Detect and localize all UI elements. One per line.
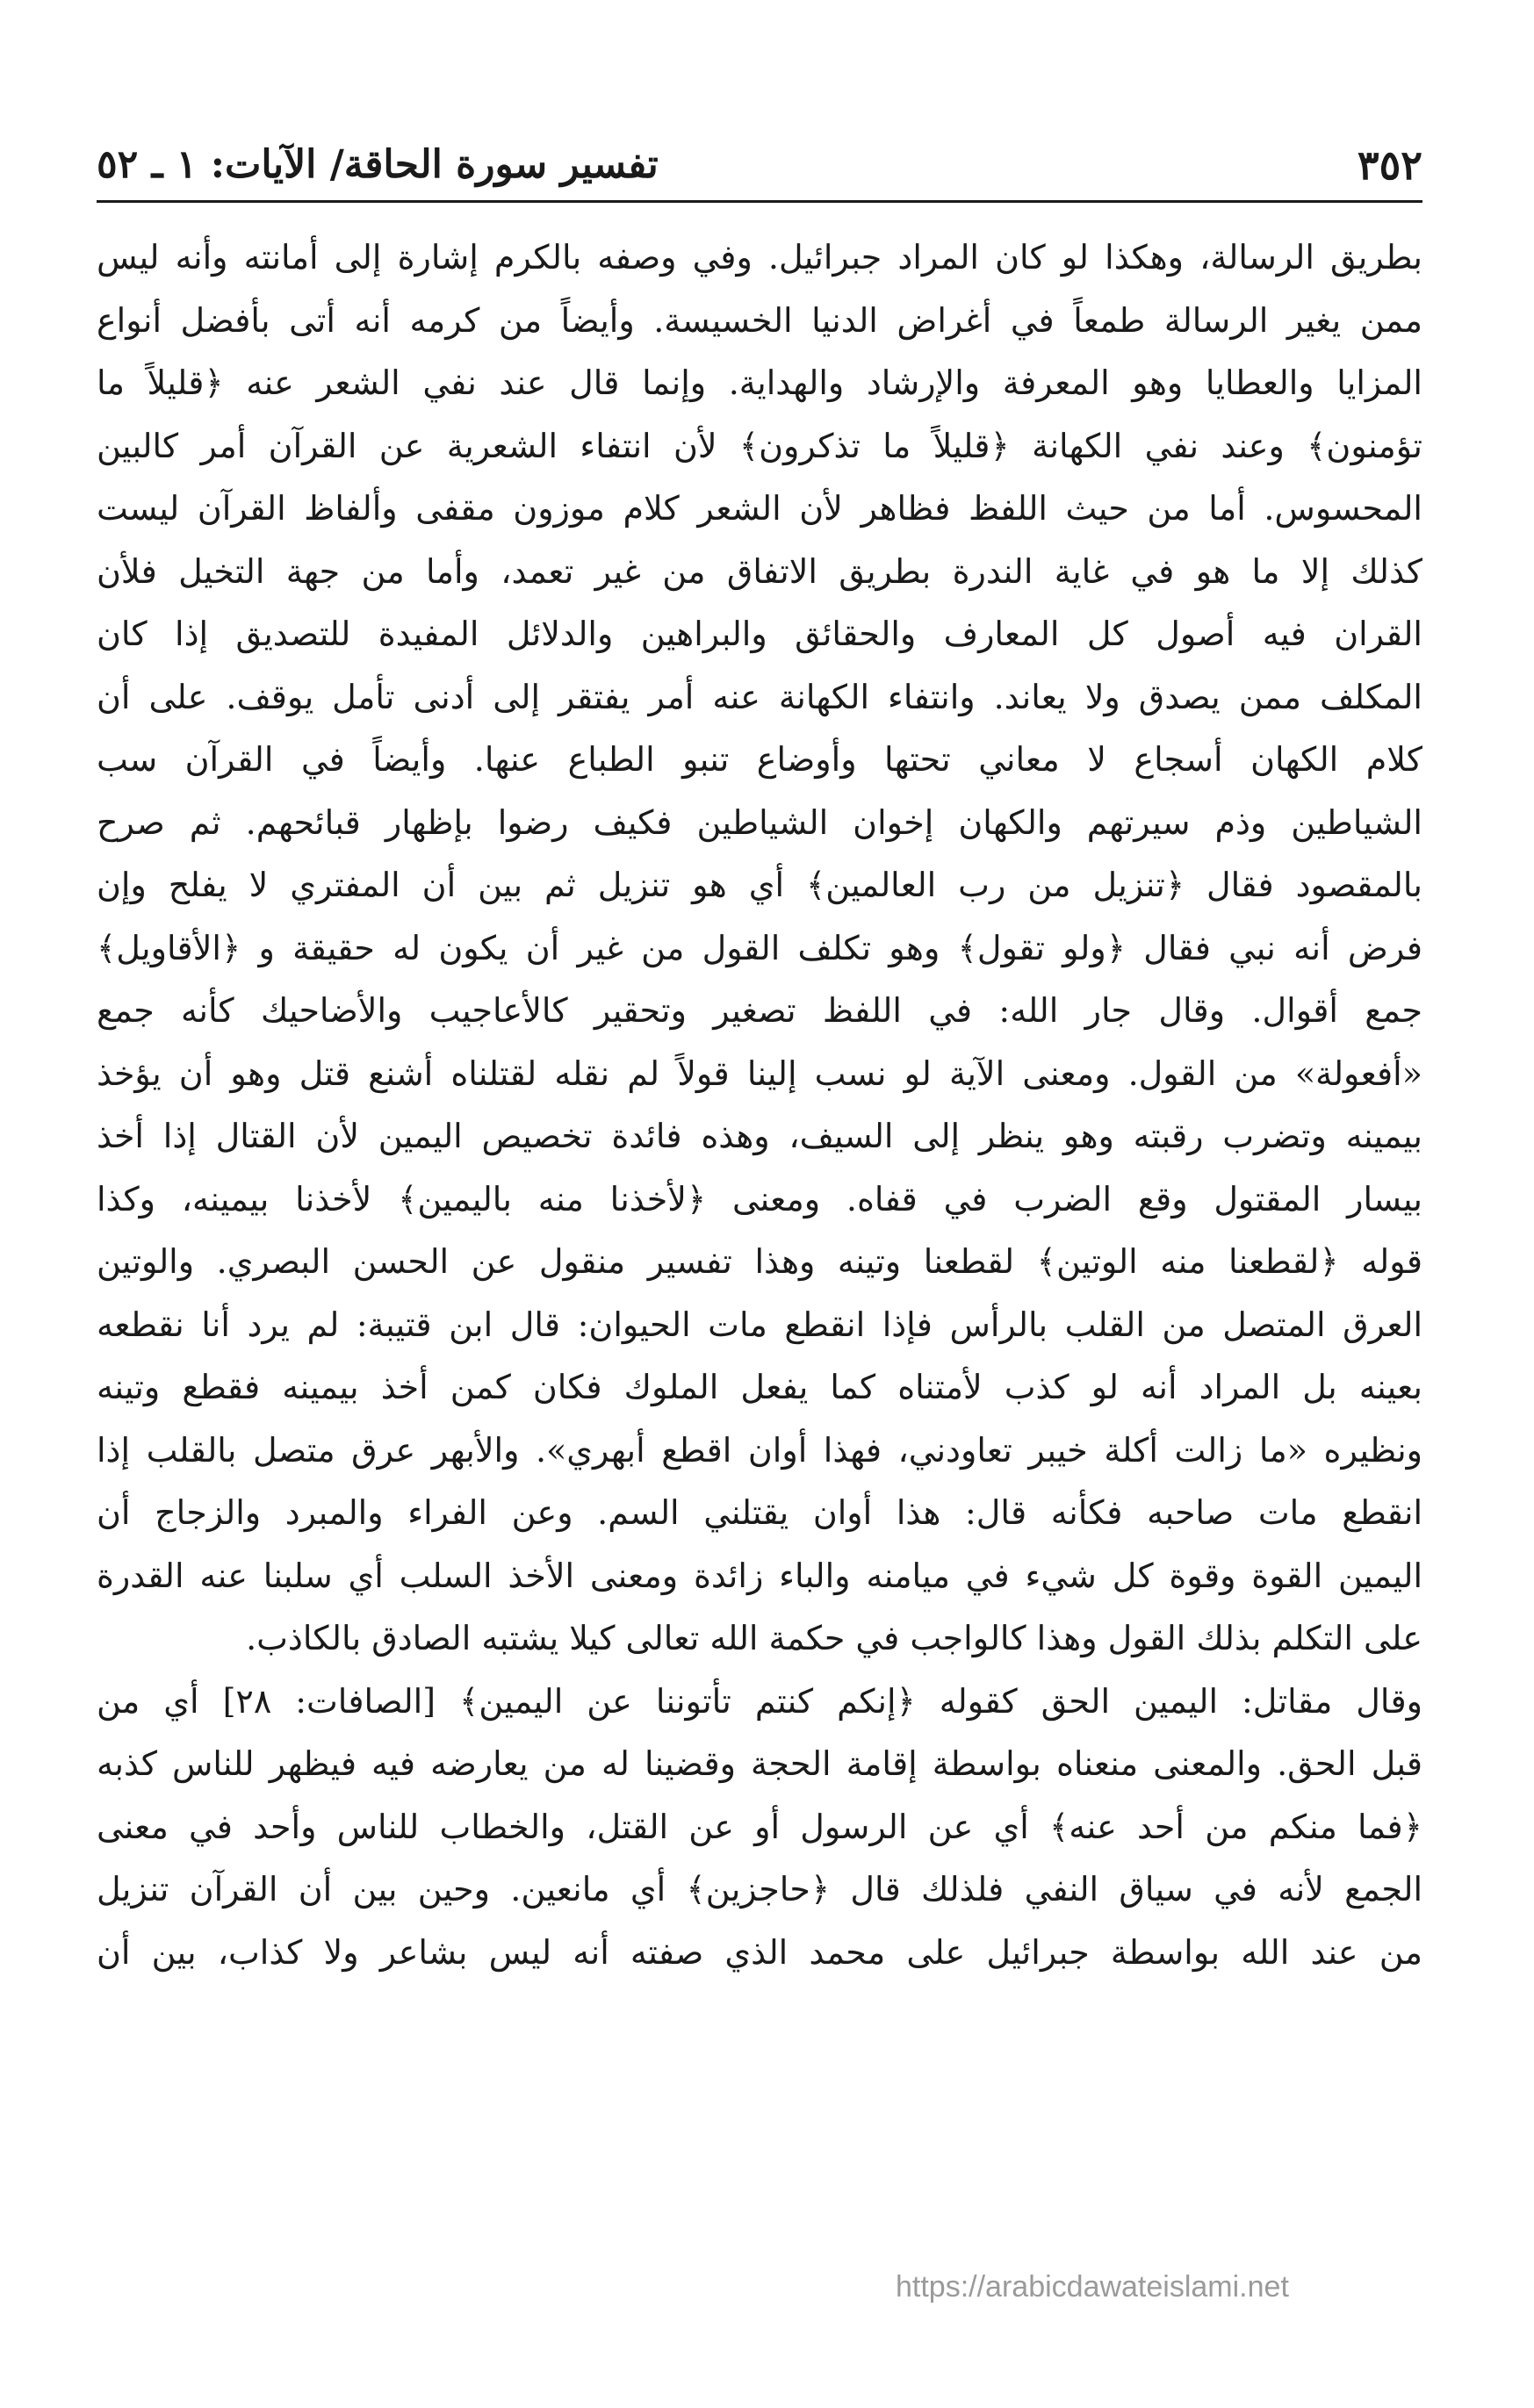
text-line: انقطع مات صاحبه فكأنه قال: هذا أوان يقتلني السم. وعن الفراء والمبرد والزجاج أن — [97, 1493, 1422, 1532]
body-text — [97, 226, 1422, 1984]
text-line: بطريق الرسالة، وهكذا لو كان المراد جبرائيل. وفي وصفه بالكرم إشارة إلى أمانته وأنه ليس — [97, 238, 1422, 277]
text-line: قبل الحق. والمعنى منعناه بواسطة إقامة الحجة وقضينا له من يعارضه فيه فيظهر للناس كذبه — [97, 1744, 1422, 1783]
text-line: المكلف ممن يصدق ولا يعاند. وانتفاء الكهانة عنه أمر يفتقر إلى أدنى تأمل يوقف. على أن — [97, 677, 1422, 716]
text-line: بالمقصود فقال ﴿تنزيل من رب العالمين﴾ أي هو تنزيل ثم بين أن المفتري لا يفلح وإن — [97, 866, 1422, 904]
text-line: فرض أنه نبي فقال ﴿ولو تقول﴾ وهو تكلف القول من غير أن يكون له حقيقة و ﴿الأقاويل﴾ — [97, 928, 1422, 967]
running-title: تفسير سورة الحاقة/ الآيات: ١ ـ ٥٢ — [97, 142, 659, 187]
text-line: جمع أقوال. وقال جار الله: في اللفظ تصغير وتحقير كالأعاجيب والأضاحيك كأنه جمع — [97, 991, 1422, 1030]
text-line: ونظيره «ما زالت أكلة خيبر تعاودني، فهذا أوان اقطع أبهري». والأبهر عرق متصل بالقلب إذا — [97, 1430, 1422, 1470]
page-number: ٣٥٢ — [1357, 141, 1422, 189]
text-line: قوله ﴿لقطعنا منه الوتين﴾ لقطعنا وتينه وهذا تفسير منقول عن الحسن البصري. والوتين — [97, 1242, 1422, 1281]
text-line: على التكلم بذلك القول وهذا كالواجب في حكمة الله تعالى كيلا يشتبه الصادق بالكاذب. — [246, 1619, 1422, 1657]
text-line: بيسار المقتول وقع الضرب في قفاه. ومعنى ﴿لأخذنا منه باليمين﴾ لأخذنا بيمينه، وكذا — [97, 1179, 1422, 1218]
text-line: الجمع لأنه في سياق النفي فلذلك قال ﴿حاجزين﴾ أي مانعين. وحين بين أن القرآن تنزيل — [97, 1870, 1422, 1908]
text-line: الشياطين وذم سيرتهم والكهان إخوان الشياطين فكيف رضوا بإظهار قبائحهم. ثم صرح — [97, 802, 1422, 842]
text-line: تؤمنون﴾ وعند نفي الكهانة ﴿قليلاً ما تذكرون﴾ لأن انتفاء الشعرية عن القرآن أمر كالبين — [97, 426, 1422, 465]
page-header — [97, 139, 1422, 193]
text-line: كلام الكهان أسجاع لا معاني تحتها وأوضاع تنبو الطباع عنها. وأيضاً في القرآن سب — [97, 740, 1422, 779]
text-line: ﴿فما منكم من أحد عنه﴾ أي عن الرسول أو عن القتل، والخطاب للناس وأحد في معنى — [97, 1807, 1422, 1846]
text-line: اليمين القوة وقوة كل شيء في ميامنه والباء زائدة ومعنى الأخذ السلب أي سلبنا عنه القدرة — [97, 1556, 1422, 1595]
text-line: العرق المتصل من القلب بالرأس فإذا انقطع مات الحيوان: قال ابن قتيبة: لم يرد أنا نقطعه — [97, 1305, 1422, 1344]
header-divider — [97, 200, 1422, 203]
text-line: القران فيه أصول كل المعارف والحقائق والبراهين والدلائل المفيدة للتصديق إذا كان — [97, 615, 1422, 653]
text-line: من عند الله بواسطة جبرائيل على محمد الذي صفته أنه ليس بشاعر ولا كذاب، بين أن — [97, 1932, 1422, 1972]
text-line: ممن يغير الرسالة طمعاً في أغراض الدنيا الخسيسة. وأيضاً من كرمه أنه أتى بأفضل أنواع — [97, 300, 1422, 340]
watermark-url: https://arabicdawateislami.net — [896, 2270, 1289, 2304]
text-line: بيمينه وتضرب رقبته وهو ينظر إلى السيف، وهذه فائدة تخصيص اليمين لأن القتال إذا أخذ — [97, 1117, 1422, 1155]
text-line: كذلك إلا ما هو في غاية الندرة بطريق الاتفاق من غير تعمد، وأما من جهة التخيل فلأن — [97, 551, 1422, 591]
text-line: «أفعولة» من القول. ومعنى الآية لو نسب إلينا قولاً لم نقله لقتلناه أشنع قتل وهو أن يؤخذ — [97, 1053, 1422, 1093]
text-line: المحسوس. أما من حيث اللفظ فظاهر لأن الشعر كلام موزون مقفى وألفاظ القرآن ليست — [97, 489, 1422, 528]
text-line: وقال مقاتل: اليمين الحق كقوله ﴿إنكم كنتم تأتوننا عن اليمين﴾ [الصافات: ٢٨] أي من — [97, 1681, 1422, 1721]
text-line: المزايا والعطايا وهو المعرفة والإرشاد والهداية. وإنما قال عند نفي الشعر عنه ﴿قليلاً ما — [97, 363, 1422, 402]
text-line: بعينه بل المراد أنه لو كذب لأمتناه كما يفعل الملوك فكان كمن أخذ بيمينه فقطع وتينه — [97, 1368, 1422, 1406]
